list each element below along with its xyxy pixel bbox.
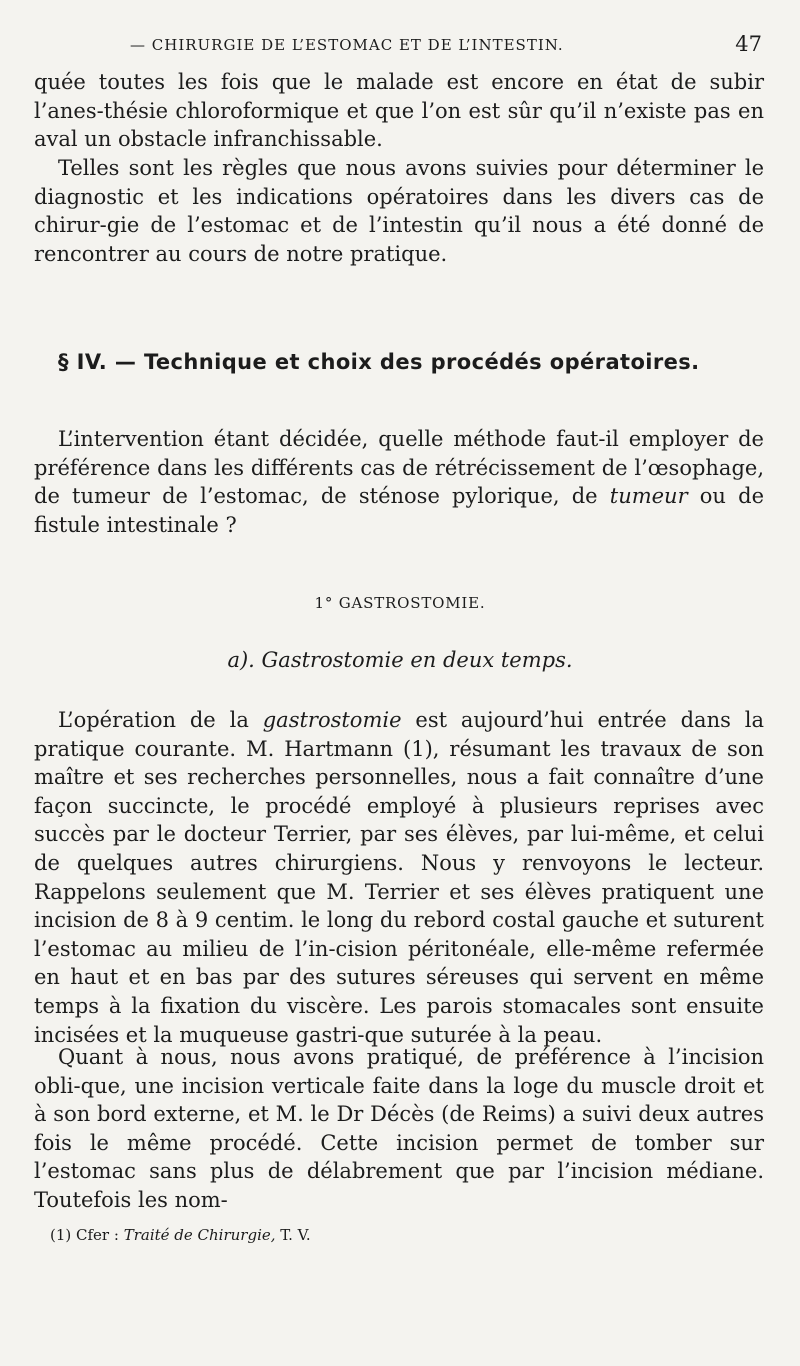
paragraph-gastrostomie bbox=[34, 706, 764, 1049]
paragraph-intervention-italic: tumeur bbox=[609, 484, 688, 509]
paragraph-rules: Telles sont les règles que nous avons suivies pour déterminer le diagnostic et les indications opératoires dans les divers cas de chirur-gie de l’estomac et de l’intestin qu’il nous a été donné de rencontrer au cours de notre pratique. bbox=[34, 156, 764, 266]
paragraph-gastrostomie-italic: gastrostomie bbox=[262, 708, 402, 732]
paragraph-gastrostomie-text-a: L’opération de la bbox=[58, 708, 263, 732]
paragraph-incision: Quant à nous, nous avons pratiqué, de préférence à l’incision obli-que, une incision verticale faite dans la loge du muscle droit et à son bord externe, et M. le Dr Décès (de Reims) a suivi deux autres fois le même procédé. Cette incision permet de tomber sur l’estomac sans plus de délabrement que par l’incision médiane. Toutefois les nom- bbox=[34, 1045, 764, 1212]
footnote-italic: Traité de Chirurgie, bbox=[123, 1226, 276, 1244]
paragraph-intervention bbox=[34, 425, 764, 539]
running-header bbox=[130, 30, 770, 60]
subsubheading-title: Gastrostomie en deux temps. bbox=[261, 648, 573, 672]
paragraph-intervention-text-b: ou de fistule intestinale ? bbox=[34, 484, 764, 537]
footnote-rest: T. V. bbox=[275, 1226, 311, 1244]
paragraph-gastrostomie-text-b: est aujourd’hui entrée dans la pratique courante. M. Hartmann (1), résumant les travaux de son maître et ses recherches personnelles, nous a fait connaître d’une façon succincte, le procédé employé à plusieurs reprises avec succès par le docteur Terrier, par ses élèves, par lui-même, et celui de quelques autres chirurgiens. Nous y renvoyons le lecteur. Rappelons seulement que M. Terrier et ses élèves pratiquent une incision de 8 à 9 centim. le long du rebord costal gauche et suturent l’estomac au milieu de l’in-cision péritonéale, elle-même refermée en haut et en bas par des sutures séreuses qui servent en même temps à la fixation du viscère. Les parois stomacales sont ensuite incisées et la muqueuse gastri-que suturée à la peau. bbox=[34, 708, 764, 1047]
page-number: 47 bbox=[735, 32, 762, 56]
subsubheading-label: a). bbox=[227, 648, 255, 672]
paragraph-continuation: quée toutes les fois que le malade est encore en état de subir l’anes-thésie chloroformique et que l’on est sûr qu’il n’existe pas en aval un obstacle infranchissable. bbox=[34, 70, 764, 152]
section-heading: § IV. — Technique et choix des procédés opératoires. bbox=[58, 350, 700, 374]
footnote bbox=[50, 1226, 311, 1244]
footnote-marker: (1) Cfer : bbox=[50, 1226, 119, 1244]
running-title: — CHIRURGIE DE L’ESTOMAC ET DE L’INTESTIN. bbox=[130, 36, 564, 54]
subsubheading bbox=[0, 648, 800, 672]
paragraph-intervention-text-a: L’intervention étant décidée, quelle méthode faut-il employer de préférence dans les différents cas de rétrécissement de l’œsophage, de tumeur de l’estomac, de sténose pylorique, de bbox=[34, 427, 764, 509]
subheading-gastrostomie: 1° GASTROSTOMIE. bbox=[314, 594, 486, 612]
